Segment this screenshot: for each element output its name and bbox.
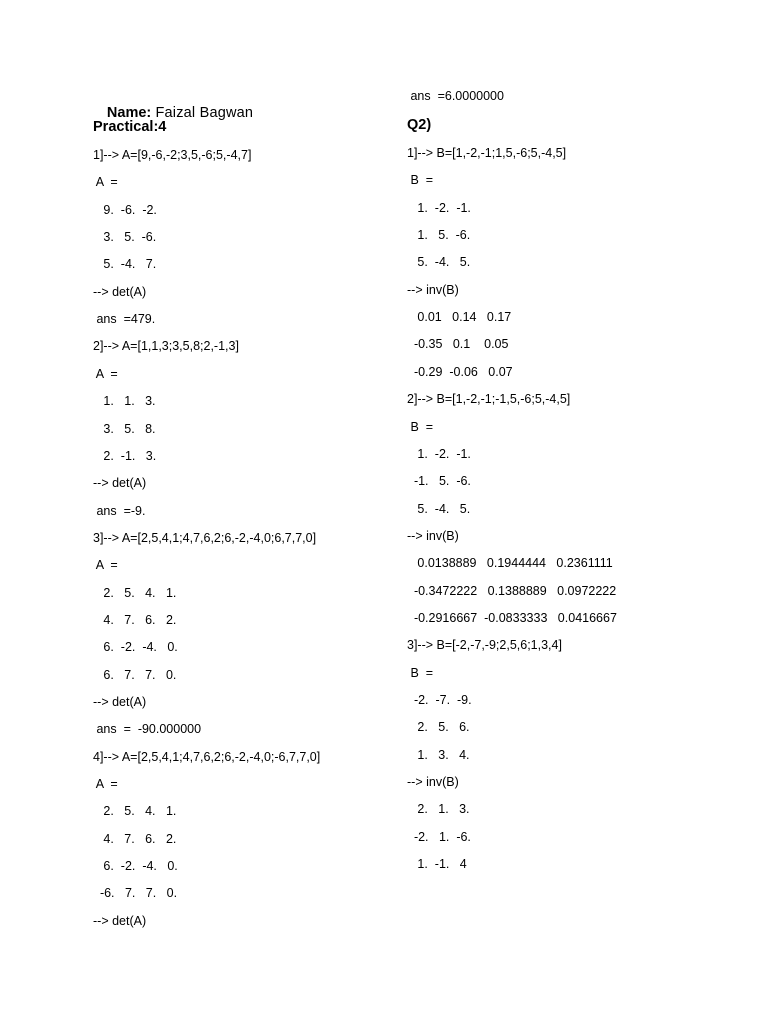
output-line: 2. -1. 3. xyxy=(93,448,157,463)
output-line: 2. 1. 3. xyxy=(407,802,470,817)
output-line: A = xyxy=(93,366,118,381)
output-line: 2. 5. 6. xyxy=(407,720,470,735)
output-line: 0.01 0.14 0.17 xyxy=(407,310,512,325)
output-line: 2]--> A=[1,1,3;3,5,8;2,-1,3] xyxy=(93,339,239,354)
output-line: 3. 5. -6. xyxy=(93,230,157,245)
output-line: -2. -7. -9. xyxy=(407,693,472,707)
output-line: 3. 5. 8. xyxy=(93,421,156,436)
output-line: 5. -4. 7. xyxy=(93,257,157,272)
output-line: B = xyxy=(407,665,434,680)
output-line: -0.35 0.1 0.05 xyxy=(407,337,509,352)
output-line: 3]--> B=[-2,-7,-9;2,5,6;1,3,4] xyxy=(407,638,562,653)
output-line: 1. 1. 3. xyxy=(93,394,156,409)
output-line: B = xyxy=(407,173,434,188)
output-line: ans =-9. xyxy=(93,503,146,518)
name-value: Faizal Bagwan xyxy=(151,105,254,121)
output-line: --> det(A) xyxy=(93,913,147,928)
output-line: 6. -2. -4. 0. xyxy=(93,859,178,874)
output-line: 4. 7. 6. 2. xyxy=(93,831,177,846)
output-line: 4. 7. 6. 2. xyxy=(93,612,177,627)
output-line: ans = -90.000000 xyxy=(93,722,202,737)
practical-heading: Practical:4 xyxy=(93,119,167,135)
output-line: A = xyxy=(93,175,118,190)
output-line: 6. 7. 7. 0. xyxy=(93,667,177,682)
name-label: Name: xyxy=(106,105,152,121)
output-line: -2. 1. -6. xyxy=(407,829,471,844)
output-line: A = xyxy=(93,558,118,573)
output-line: 5. -4. 5. xyxy=(407,255,471,270)
output-line: 1. -1. 4 xyxy=(407,857,467,872)
output-line: B = xyxy=(407,419,434,434)
output-line: -0.29 -0.06 0.07 xyxy=(407,364,513,379)
output-line: 6. -2. -4. 0. xyxy=(93,640,178,655)
output-line: --> det(A) xyxy=(93,476,147,491)
output-line: -6. 7. 7. 0. xyxy=(93,886,178,901)
output-line: --> inv(B) xyxy=(407,528,459,543)
output-line: ans =479. xyxy=(93,312,156,327)
output-line: 1]--> B=[1,-2,-1;1,5,-6;5,-4,5] xyxy=(407,146,567,160)
output-line: -0.2916667 -0.0833333 0.0416667 xyxy=(407,610,617,625)
output-line: --> det(A) xyxy=(93,695,147,709)
output-line: 2]--> B=[1,-2,-1;-1,5,-6;5,-4,5] xyxy=(407,392,571,407)
output-line: 1. 3. 4. xyxy=(407,747,470,762)
output-line: 4]--> A=[2,5,4,1;4,7,6,2;6,-2,-4,0;-6,7,7,0] xyxy=(93,749,321,764)
output-line: 1. -2. -1. xyxy=(407,200,471,215)
output-line: 0.0138889 0.1944444 0.2361111 xyxy=(407,556,613,571)
output-line: 2. 5. 4. 1. xyxy=(93,804,177,819)
output-line: -1. 5. -6. xyxy=(407,474,471,489)
output-line: 3]--> A=[2,5,4,1;4,7,6,2;6,-2,-4,0;6,7,7,0] xyxy=(93,530,317,545)
output-line: --> det(A) xyxy=(93,284,147,299)
output-line: -0.3472222 0.1388889 0.0972222 xyxy=(407,583,617,598)
output-line: 1]--> A=[9,-6,-2;3,5,-6;5,-4,7] xyxy=(93,148,252,162)
output-line: 1. 5. -6. xyxy=(407,228,471,243)
output-line: A = xyxy=(93,777,118,792)
output-line: --> inv(B) xyxy=(407,282,459,297)
output-line: 1. -2. -1. xyxy=(407,446,471,461)
right-top-answer: ans =6.0000000 xyxy=(407,89,504,103)
output-line: 9. -6. -2. xyxy=(93,202,157,217)
output-line: --> inv(B) xyxy=(407,775,459,790)
output-line: 2. 5. 4. 1. xyxy=(93,585,177,600)
output-line: 5. -4. 5. xyxy=(407,501,471,516)
q2-heading: Q2) xyxy=(407,117,432,133)
